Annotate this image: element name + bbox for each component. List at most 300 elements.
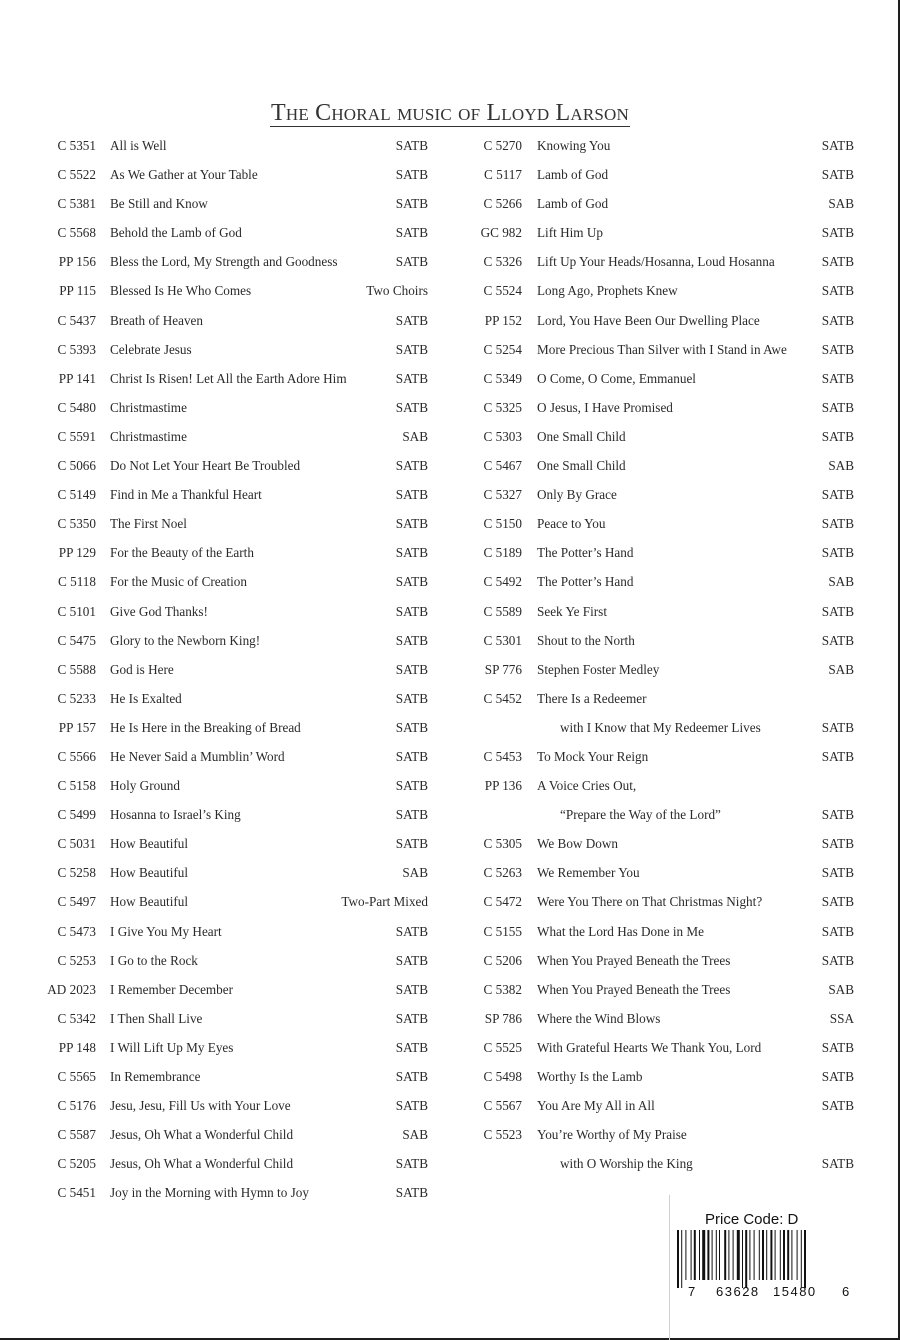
barcode-bar <box>742 1230 743 1288</box>
barcode-bar <box>716 1230 717 1280</box>
catalog-code: C 5480 <box>57 399 96 415</box>
barcode-bar <box>783 1230 785 1280</box>
catalog-code: SP 776 <box>484 661 522 677</box>
catalog-row <box>455 1120 900 1149</box>
barcode-bar <box>681 1230 682 1288</box>
catalog-row <box>455 480 900 509</box>
catalog-row <box>0 451 440 480</box>
catalog-code: PP 115 <box>59 283 96 299</box>
catalog-title: I Will Lift Up My Eyes <box>110 1039 234 1055</box>
catalog-voicing: SATB <box>821 719 854 735</box>
catalog-title: Christmastime <box>110 428 187 444</box>
catalog-row <box>455 422 900 451</box>
barcode-bar <box>759 1230 760 1280</box>
barcode-bar <box>791 1230 792 1280</box>
catalog-code: PP 152 <box>484 312 522 328</box>
catalog-voicing: SATB <box>821 370 854 386</box>
catalog-title: In Remembrance <box>110 1069 201 1084</box>
catalog-title: Holy Ground <box>110 778 180 794</box>
barcode-bar <box>677 1230 679 1288</box>
catalog-title: Long Ago, Prophets Knew <box>537 283 678 299</box>
catalog-voicing: SATB <box>395 254 428 270</box>
catalog-title: To Mock Your Reign <box>537 748 649 764</box>
catalog-row <box>0 713 440 742</box>
catalog-voicing: SATB <box>395 167 428 183</box>
catalog-row <box>455 538 900 567</box>
catalog-voicing: Two Choirs <box>366 283 428 299</box>
catalog-title: How Beautiful <box>110 894 189 910</box>
catalog-code: C 5189 <box>483 545 522 561</box>
catalog-code: C 5588 <box>57 661 96 677</box>
catalog-voicing: SATB <box>395 952 428 968</box>
catalog-title: Were You There on That Christmas Night? <box>537 894 763 910</box>
catalog-title: When You Prayed Beneath the Trees <box>537 952 731 968</box>
catalog-code: C 5587 <box>57 1127 96 1143</box>
catalog-voicing: SATB <box>395 138 428 153</box>
price-code: Price Code: D <box>705 1211 799 1228</box>
catalog-voicing: SATB <box>395 1185 428 1201</box>
catalog-voicing: SATB <box>395 923 428 939</box>
catalog-row <box>0 509 440 538</box>
catalog-row <box>455 684 900 713</box>
catalog-title: Give God Thanks! <box>110 603 208 619</box>
catalog-voicing: SATB <box>395 981 428 997</box>
barcode-bar <box>694 1230 696 1280</box>
catalog-voicing: Two-Part Mixed <box>341 894 428 910</box>
catalog-row <box>0 567 440 596</box>
catalog-title: I Remember December <box>110 981 234 997</box>
catalog-title: Jesus, Oh What a Wonderful Child <box>110 1127 294 1143</box>
page-title <box>0 100 900 127</box>
catalog-code: C 5118 <box>58 574 96 590</box>
catalog-row <box>455 393 900 422</box>
catalog-row <box>0 247 440 276</box>
catalog-code: C 5254 <box>483 341 522 357</box>
catalog-voicing: SATB <box>821 399 854 415</box>
barcode-bar <box>775 1230 776 1280</box>
catalog-title: There Is a Redeemer <box>537 690 647 706</box>
catalog-row <box>0 480 440 509</box>
catalog-voicing: SATB <box>821 516 854 532</box>
catalog-title: You’re Worthy of My Praise <box>537 1127 687 1143</box>
catalog-code: C 5467 <box>483 458 522 474</box>
catalog-code: C 5149 <box>57 487 96 503</box>
catalog-code: C 5565 <box>57 1069 96 1084</box>
catalog-row <box>0 771 440 800</box>
catalog-voicing: SATB <box>821 952 854 968</box>
catalog-row <box>455 1062 900 1091</box>
catalog-code: C 5568 <box>57 225 96 241</box>
catalog-row <box>455 829 900 858</box>
catalog-code: C 5325 <box>483 399 522 415</box>
catalog-voicing: SATB <box>821 312 854 328</box>
catalog-voicing: SATB <box>395 661 428 677</box>
catalog-code: AD 2023 <box>47 981 96 997</box>
catalog-row <box>0 131 440 160</box>
catalog-voicing: SATB <box>821 632 854 648</box>
catalog-voicing: SATB <box>395 341 428 357</box>
catalog-code: C 5350 <box>57 516 96 532</box>
catalog-row <box>455 1033 900 1062</box>
catalog-title: How Beautiful <box>110 836 189 852</box>
catalog-row <box>455 509 900 538</box>
catalog-row <box>0 1091 440 1120</box>
catalog-row <box>455 975 900 1004</box>
catalog-row <box>455 131 900 160</box>
catalog-row <box>455 917 900 946</box>
catalog-row <box>455 1004 900 1033</box>
catalog-code: C 5451 <box>57 1185 96 1201</box>
catalog-code: C 5452 <box>483 690 522 706</box>
catalog-row <box>455 742 900 771</box>
upc-barcode <box>675 1230 839 1288</box>
catalog-code: PP 136 <box>484 778 522 794</box>
catalog-voicing: SATB <box>395 1069 428 1084</box>
catalog-title: Joy in the Morning with Hymn to Joy <box>110 1185 309 1201</box>
catalog-voicing: SATB <box>395 196 428 212</box>
catalog-voicing: SATB <box>821 603 854 619</box>
catalog-title: Glory to the Newborn King! <box>110 632 261 648</box>
catalog-row <box>455 858 900 887</box>
barcode-bar <box>712 1230 713 1280</box>
catalog-code: C 5591 <box>57 428 96 444</box>
catalog-code: C 5301 <box>483 632 522 648</box>
barcode-bar <box>724 1230 726 1280</box>
barcode-bar <box>770 1230 772 1280</box>
catalog-code: C 5522 <box>57 167 96 183</box>
barcode-bar <box>797 1230 798 1280</box>
catalog-code: PP 129 <box>58 545 96 561</box>
page-title-text: The Choral music of Lloyd Larson <box>270 100 630 126</box>
catalog-title: Jesu, Jesu, Fill Us with Your Love <box>110 1098 291 1114</box>
catalog-code: C 5253 <box>57 952 96 968</box>
catalog-row <box>455 1091 900 1120</box>
catalog-row <box>455 364 900 393</box>
catalog-row <box>0 1178 440 1207</box>
catalog-row <box>455 713 900 742</box>
catalog-row <box>0 858 440 887</box>
catalog-title: Christ Is Risen! Let All the Earth Adore Him <box>110 370 347 386</box>
catalog-title: Seek Ye First <box>537 603 607 619</box>
barcode-bar <box>737 1230 740 1280</box>
catalog-title: As We Gather at Your Table <box>110 167 258 183</box>
catalog-row <box>455 247 900 276</box>
catalog-code: C 5066 <box>57 458 96 474</box>
catalog-code: C 5382 <box>483 981 522 997</box>
catalog-row <box>455 597 900 626</box>
catalog-code: C 5303 <box>483 428 522 444</box>
catalog-row <box>455 946 900 975</box>
catalog-row <box>0 364 440 393</box>
barcode-lead-digit: 7 <box>688 1284 696 1299</box>
catalog-title: Breath of Heaven <box>110 312 204 328</box>
catalog-title: Lift Him Up <box>537 225 603 241</box>
catalog-voicing: SATB <box>821 865 854 881</box>
catalog-voicing: SATB <box>395 458 428 474</box>
catalog-code: C 5101 <box>57 603 96 619</box>
catalog-title: Shout to the North <box>537 632 635 648</box>
catalog-right-column <box>455 131 900 1178</box>
catalog-row <box>455 335 900 364</box>
catalog-row <box>455 655 900 684</box>
catalog-title: Do Not Let Your Heart Be Troubled <box>110 458 301 474</box>
catalog-row <box>0 597 440 626</box>
catalog-voicing: SATB <box>395 312 428 328</box>
barcode-digits-group-2: 15480 <box>773 1284 817 1299</box>
barcode-bar <box>801 1230 802 1288</box>
catalog-code: C 5393 <box>57 341 96 357</box>
barcode-bar <box>754 1230 755 1280</box>
catalog-code: C 5566 <box>57 748 96 764</box>
catalog-title: Stephen Foster Medley <box>537 661 660 677</box>
catalog-row <box>455 451 900 480</box>
barcode-bar <box>745 1230 747 1288</box>
catalog-row <box>0 829 440 858</box>
catalog-voicing: SAB <box>828 458 854 474</box>
catalog-code: C 5453 <box>483 748 522 764</box>
catalog-code: C 5327 <box>483 487 522 503</box>
barcode-bar <box>699 1230 700 1280</box>
catalog-code: C 5472 <box>483 894 522 910</box>
barcode-bar <box>762 1230 764 1280</box>
catalog-voicing: SATB <box>395 719 428 735</box>
catalog-code: C 5155 <box>483 923 522 939</box>
catalog-row <box>455 276 900 305</box>
catalog-voicing: SATB <box>821 428 854 444</box>
catalog-title: Bless the Lord, My Strength and Goodness <box>110 254 338 270</box>
catalog-left-column <box>0 131 440 1207</box>
catalog-voicing: SSA <box>829 1010 854 1026</box>
barcode-bar <box>804 1230 806 1288</box>
catalog-code: C 5266 <box>483 196 522 212</box>
catalog-voicing: SATB <box>821 894 854 910</box>
barcode-bar <box>733 1230 734 1280</box>
barcode-digits-group-1: 63628 <box>716 1284 760 1299</box>
catalog-voicing: SATB <box>821 1098 854 1114</box>
catalog-voicing: SATB <box>821 225 854 241</box>
catalog-row <box>0 218 440 247</box>
catalog-row <box>455 160 900 189</box>
catalog-title: Lamb of God <box>537 167 609 183</box>
catalog-title: Only By Grace <box>537 487 617 503</box>
catalog-code: C 5524 <box>483 283 522 299</box>
catalog-voicing: SATB <box>821 254 854 270</box>
catalog-title: A Voice Cries Out, <box>537 778 637 794</box>
catalog-row <box>0 887 440 916</box>
catalog-title: Jesus, Oh What a Wonderful Child <box>110 1156 294 1172</box>
catalog-row <box>0 742 440 771</box>
catalog-row <box>0 626 440 655</box>
catalog-voicing: SATB <box>821 748 854 764</box>
catalog-title: Hosanna to Israel’s King <box>110 807 241 823</box>
catalog-voicing: SATB <box>821 1156 854 1172</box>
catalog-title: He Never Said a Mumblin’ Word <box>110 748 285 764</box>
catalog-code: C 5498 <box>483 1069 522 1084</box>
catalog-row <box>455 771 900 800</box>
catalog-code: C 5475 <box>57 632 96 648</box>
catalog-title: One Small Child <box>537 428 626 444</box>
catalog-row <box>455 306 900 335</box>
catalog-voicing: SAB <box>402 1127 428 1143</box>
catalog-title: He Is Exalted <box>110 690 182 706</box>
barcode-bar <box>702 1230 705 1280</box>
catalog-row <box>455 800 900 829</box>
catalog-code: C 5492 <box>483 574 522 590</box>
catalog-title: The Potter’s Hand <box>537 545 634 561</box>
catalog-voicing: SATB <box>395 1039 428 1055</box>
barcode-panel-divider <box>669 1195 670 1340</box>
catalog-code: C 5233 <box>57 690 96 706</box>
catalog-row <box>0 422 440 451</box>
barcode-bar <box>749 1230 750 1280</box>
catalog-code: C 5206 <box>483 952 522 968</box>
catalog-code: C 5473 <box>57 923 96 939</box>
catalog-title: I Then Shall Live <box>110 1010 203 1026</box>
catalog-voicing: SATB <box>395 1098 428 1114</box>
catalog-row <box>0 160 440 189</box>
catalog-title: We Remember You <box>537 865 640 881</box>
catalog-row <box>0 189 440 218</box>
barcode-check-digit: 6 <box>842 1284 850 1299</box>
catalog-title: with O Worship the King <box>560 1156 693 1172</box>
catalog-title: Lift Up Your Heads/Hosanna, Loud Hosanna <box>537 254 775 270</box>
catalog-row <box>0 800 440 829</box>
catalog-row <box>0 946 440 975</box>
catalog-code: C 5351 <box>57 138 96 153</box>
catalog-title: You Are My All in All <box>537 1098 655 1114</box>
catalog-code: C 5497 <box>57 894 96 910</box>
catalog-voicing: SATB <box>395 1156 428 1172</box>
catalog-voicing: SATB <box>395 748 428 764</box>
catalog-voicing: SATB <box>821 807 854 823</box>
catalog-title: “Prepare the Way of the Lord” <box>560 807 721 823</box>
catalog-code: C 5349 <box>483 370 522 386</box>
catalog-row <box>455 887 900 916</box>
catalog-row <box>0 1149 440 1178</box>
catalog-voicing: SATB <box>395 516 428 532</box>
catalog-code: C 5158 <box>57 778 96 794</box>
catalog-row <box>0 1062 440 1091</box>
catalog-code: GC 982 <box>480 225 522 241</box>
catalog-voicing: SAB <box>828 661 854 677</box>
catalog-voicing: SATB <box>821 167 854 183</box>
catalog-voicing: SATB <box>395 836 428 852</box>
catalog-row <box>0 975 440 1004</box>
catalog-title: All is Well <box>110 138 167 153</box>
catalog-voicing: SATB <box>395 1010 428 1026</box>
catalog-title: He Is Here in the Breaking of Bread <box>110 719 301 735</box>
catalog-code: PP 141 <box>58 370 96 386</box>
catalog-code: C 5342 <box>57 1010 96 1026</box>
catalog-code: C 5525 <box>483 1039 522 1055</box>
catalog-row <box>455 626 900 655</box>
barcode-bar <box>691 1230 692 1280</box>
catalog-code: C 5031 <box>57 836 96 852</box>
catalog-row <box>455 1149 900 1178</box>
catalog-code: C 5270 <box>483 138 522 153</box>
catalog-code: C 5567 <box>483 1098 522 1114</box>
catalog-row <box>0 1004 440 1033</box>
catalog-title: Peace to You <box>537 516 606 532</box>
catalog-code: C 5117 <box>484 167 522 183</box>
catalog-title: O Come, O Come, Emmanuel <box>537 370 696 386</box>
catalog-voicing: SATB <box>395 603 428 619</box>
catalog-title: with I Know that My Redeemer Lives <box>560 719 761 735</box>
barcode-bar <box>719 1230 720 1280</box>
catalog-code: PP 157 <box>58 719 96 735</box>
catalog-voicing: SATB <box>395 778 428 794</box>
catalog-title: Christmastime <box>110 399 187 415</box>
catalog-code: C 5305 <box>483 836 522 852</box>
catalog-voicing: SATB <box>821 923 854 939</box>
barcode-bar <box>766 1230 767 1280</box>
catalog-voicing: SATB <box>821 545 854 561</box>
catalog-row <box>0 917 440 946</box>
catalog-voicing: SATB <box>821 487 854 503</box>
catalog-title: Lord, You Have Been Our Dwelling Place <box>537 312 760 328</box>
barcode-bar <box>787 1230 789 1280</box>
catalog-voicing: SATB <box>395 399 428 415</box>
catalog-voicing: SATB <box>395 574 428 590</box>
catalog-title: For the Beauty of the Earth <box>110 545 254 561</box>
catalog-title: God is Here <box>110 661 174 677</box>
catalog-row <box>0 393 440 422</box>
catalog-title: Find in Me a Thankful Heart <box>110 487 262 503</box>
catalog-code: C 5150 <box>483 516 522 532</box>
barcode-bar <box>728 1230 729 1280</box>
catalog-title: I Give You My Heart <box>110 923 222 939</box>
catalog-title: Lamb of God <box>537 196 609 212</box>
catalog-row <box>0 276 440 305</box>
catalog-row <box>0 655 440 684</box>
catalog-row <box>455 218 900 247</box>
catalog-title: We Bow Down <box>537 836 618 852</box>
catalog-voicing: SATB <box>395 690 428 706</box>
catalog-title: One Small Child <box>537 458 626 474</box>
catalog-voicing: SATB <box>395 225 428 241</box>
catalog-title: With Grateful Hearts We Thank You, Lord <box>537 1039 762 1055</box>
catalog-code: C 5381 <box>57 196 96 212</box>
catalog-row <box>455 189 900 218</box>
catalog-title: O Jesus, I Have Promised <box>537 399 673 415</box>
catalog-code: C 5176 <box>57 1098 96 1114</box>
catalog-title: How Beautiful <box>110 865 189 881</box>
catalog-title: The Potter’s Hand <box>537 574 634 590</box>
catalog-code: C 5499 <box>57 807 96 823</box>
catalog-code: C 5205 <box>57 1156 96 1172</box>
catalog-title: Be Still and Know <box>110 196 208 212</box>
catalog-title: Where the Wind Blows <box>537 1010 661 1026</box>
catalog-voicing: SAB <box>828 196 854 212</box>
catalog-title: I Go to the Rock <box>110 952 198 968</box>
catalog-title: When You Prayed Beneath the Trees <box>537 981 731 997</box>
catalog-voicing: SAB <box>402 428 428 444</box>
catalog-title: Worthy Is the Lamb <box>537 1069 643 1084</box>
catalog-row <box>0 335 440 364</box>
catalog-code: C 5326 <box>483 254 522 270</box>
barcode-bar <box>685 1230 686 1280</box>
catalog-code: SP 786 <box>484 1010 522 1026</box>
catalog-row <box>455 567 900 596</box>
catalog-title: Behold the Lamb of God <box>110 225 242 241</box>
catalog-title: The First Noel <box>110 516 187 532</box>
catalog-code: PP 156 <box>58 254 96 270</box>
catalog-voicing: SATB <box>821 138 854 153</box>
catalog-voicing: SAB <box>828 574 854 590</box>
catalog-row <box>0 538 440 567</box>
catalog-title: Knowing You <box>537 138 611 153</box>
catalog-row <box>0 1033 440 1062</box>
